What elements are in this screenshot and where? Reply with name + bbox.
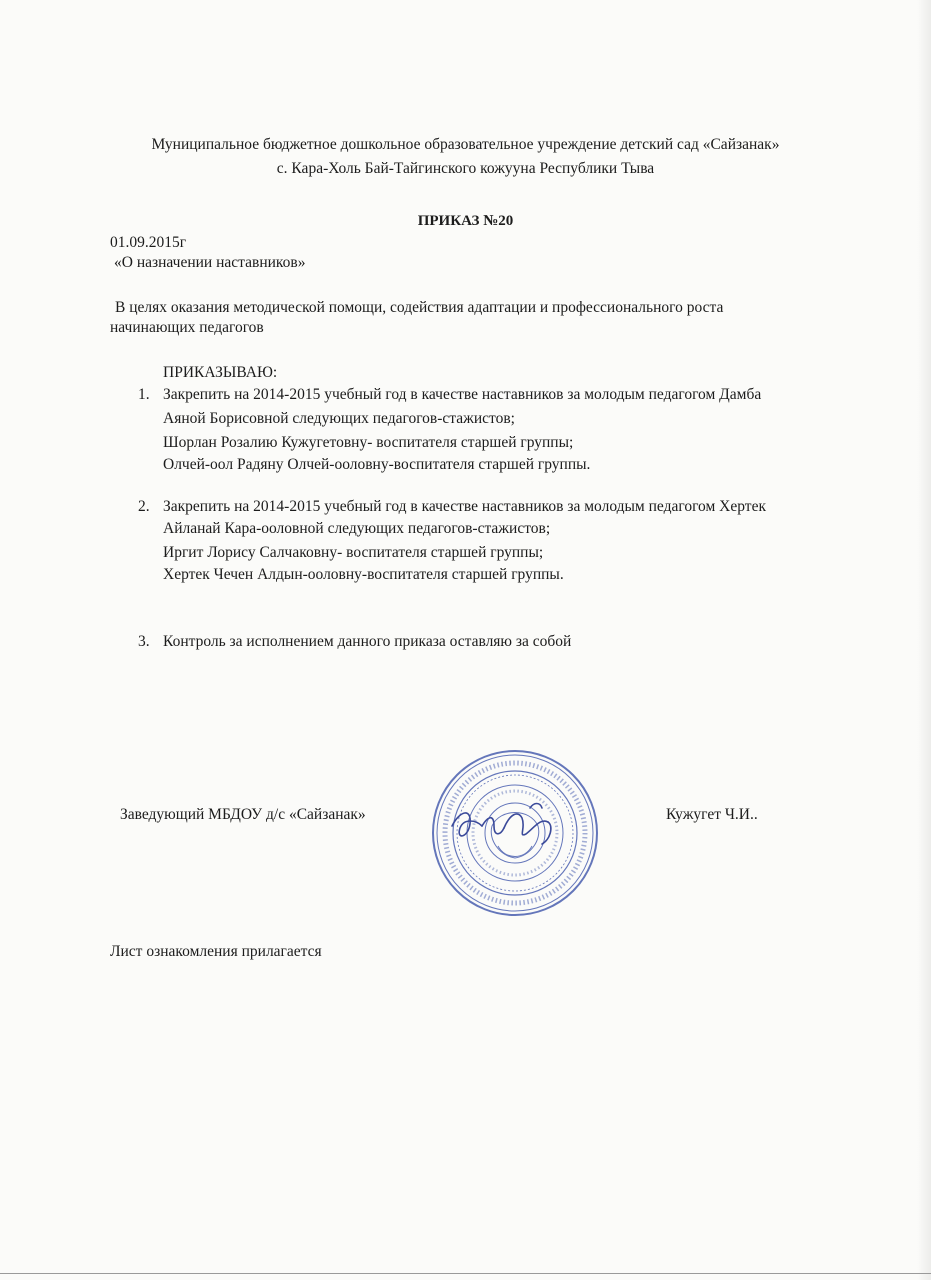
signatory-name: Кужугет Ч.И..	[666, 806, 758, 823]
item-line: Иргит Лорису Салчаковну- воспитателя старшей группы;	[163, 544, 544, 561]
decree-word: ПРИКАЗЫВАЮ:	[163, 364, 278, 381]
attachment-note: Лист ознакомления прилагается	[110, 943, 322, 960]
item-number: 1.	[138, 386, 150, 403]
scan-bottom-edge	[0, 1273, 931, 1274]
item-number: 2.	[138, 498, 150, 515]
item-line: Шорлан Розалию Кужугетовну- воспитателя старшей группы;	[163, 434, 574, 451]
item-line: Контроль за исполнением данного приказа оставляю за собой	[163, 633, 572, 650]
item-line: Аяной Борисовной следующих педагогов-стажистов;	[163, 410, 515, 427]
order-subject: «О назначении наставников»	[114, 254, 306, 271]
item-line: Олчей-оол Радяну Олчей-ооловну-воспитателя старшей группы.	[163, 456, 591, 473]
item-number: 3.	[138, 633, 150, 650]
item-line: Закрепить на 2014-2015 учебный год в качестве наставников за молодым педагогом Хертек	[163, 498, 766, 515]
order-date: 01.09.2015г	[110, 234, 187, 251]
order-title: ПРИКАЗ №20	[417, 213, 514, 229]
signatory-position: Заведующий МБДОУ д/с «Сайзанак»	[120, 806, 366, 823]
item-line: Хертек Чечен Алдын-ооловну-воспитателя старшей группы.	[163, 566, 564, 583]
intro-line-2: начинающих педагогов	[110, 319, 264, 336]
item-line: Закрепить на 2014-2015 учебный год в качестве наставников за молодым педагогом Дамба	[163, 386, 762, 403]
org-name-line-1: Муниципальное бюджетное дошкольное образовательное учреждение детский сад «Сайзанак»	[151, 136, 780, 153]
page-edge-shadow	[917, 0, 931, 1280]
round-seal-stamp	[430, 748, 600, 918]
item-line: Айланай Кара-ооловной следующих педагогов-стажистов;	[163, 520, 551, 537]
intro-line-1: В целях оказания методической помощи, содействия адаптации и профессионального роста	[115, 299, 724, 316]
org-name-line-2: с. Кара-Холь Бай-Тайгинского кожууна Республики Тыва	[276, 160, 655, 177]
